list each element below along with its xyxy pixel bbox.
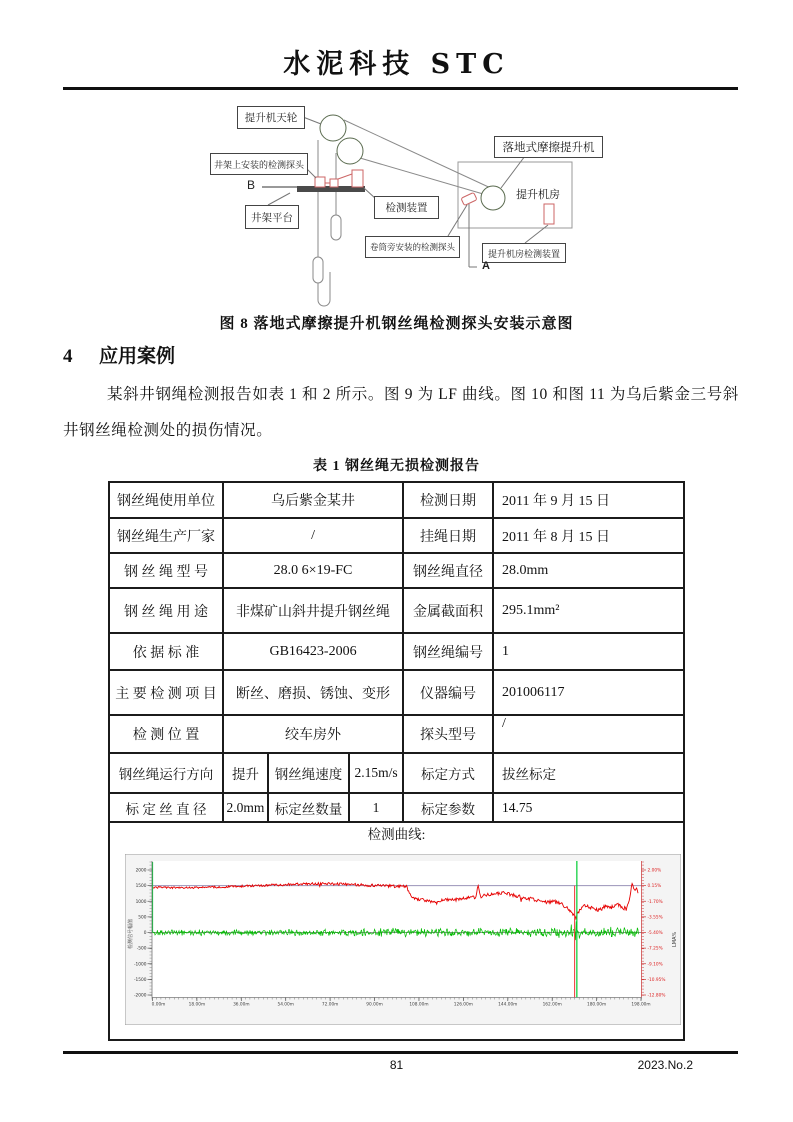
svg-text:126.00m: 126.00m [453,1002,473,1008]
curve-cell [109,822,684,1040]
cell-label: 依 据 标 准 [109,633,223,670]
table-row [109,793,684,822]
svg-text:-9.10%: -9.10% [647,962,663,968]
figure-label-derrick-platform: 井架平台 [245,205,299,229]
figure-label-point-b: B [247,178,256,192]
table-row [109,633,684,670]
table-title: 表 1 钢丝绳无损检测报告 [313,459,480,474]
conveyance-shape [313,257,323,283]
svg-text:180.00m: 180.00m [586,1002,607,1008]
svg-text:-12.80%: -12.80% [647,993,666,999]
cell-label: 金属截面积 [403,588,493,633]
svg-text:500: 500 [138,915,147,921]
svg-text:0: 0 [143,931,147,937]
figure-caption: 图 8 落地式摩擦提升机钢丝绳检测探头安装示意图 [219,316,574,332]
header-rule [63,87,738,90]
cell-value: 295.1mm² [493,588,684,633]
svg-text:-500: -500 [136,946,147,952]
svg-text:144.00m: 144.00m [498,1002,518,1008]
figure-label-room-device: 提升机房检测装置 [482,243,566,263]
table-row [109,822,684,1040]
detection-device-shape [352,170,363,187]
probe-connector [338,174,352,179]
figure-label-detection-device: 检测装置 [374,196,439,219]
table-row [109,753,684,793]
table-row [109,670,684,715]
table-row [109,715,684,753]
cell-label: 检 测 位 置 [109,715,223,753]
svg-text:0.00m: 0.00m [151,1002,166,1008]
head-sheave-circle [337,138,363,164]
svg-text:54.00m: 54.00m [277,1002,294,1008]
svg-text:-1500: -1500 [134,977,147,983]
section-heading [63,341,175,368]
detection-chart [125,854,681,1025]
svg-text:0.15%: 0.15% [647,884,662,890]
cell-label: 钢丝绳运行方向 [109,753,223,793]
cell-value: 2.15m/s [349,753,403,793]
svg-text:-3.55%: -3.55% [647,915,663,921]
svg-text:2000: 2000 [135,868,147,874]
footer-rule [63,1051,738,1054]
table-row [109,553,684,588]
cell-label: 主 要 检 测 项 目 [109,670,223,715]
cell-value: 拔丝标定 [493,753,684,793]
cell-label: 标 定 丝 直 径 [109,793,223,822]
svg-text:198.00m: 198.00m [631,1002,651,1008]
svg-text:108.00m: 108.00m [409,1002,429,1008]
svg-text:36.00m: 36.00m [233,1002,250,1008]
cell-label: 钢 丝 绳 用 途 [109,588,223,633]
cell-label: 标定参数 [403,793,493,822]
cell-value: 28.0mm [493,553,684,588]
cell-value: 14.75 [493,793,684,822]
svg-text:-1.70%: -1.70% [647,899,663,905]
cell-label: 钢 丝 绳 型 号 [109,553,223,588]
svg-text:72.00m: 72.00m [321,1002,339,1008]
body-paragraph: 某斜井钢绳检测报告如表 1 和 2 所示。图 9 为 LF 曲线。图 10 和图 11 为乌后紫金三号斜井钢丝绳检测处的损伤情况。 [63,386,739,439]
cell-value: / [493,715,684,753]
cell-value: 2011 年 9 月 15 日 [493,482,684,518]
inspection-report-table [108,481,685,1041]
svg-text:-7.25%: -7.25% [647,946,663,952]
cell-label: 钢丝绳速度 [268,753,349,793]
cell-value: 乌后紫金某井 [223,482,403,518]
rope-line [344,120,495,190]
figure-label-hoist-room: 提升机房 [516,189,560,201]
svg-text:LMA%: LMA% [672,931,678,947]
leader-line [303,117,321,124]
table-row [109,482,684,518]
table-row [109,588,684,633]
cell-value: / [223,518,403,553]
cell-label: 钢丝绳使用单位 [109,482,223,518]
svg-text:-1000: -1000 [134,962,147,968]
cell-value: 201006117 [493,670,684,715]
svg-text:-5.40%: -5.40% [647,931,663,937]
journal-title: 水泥科技 STC [283,49,510,80]
cell-value: 非煤矿山斜井提升钢丝绳 [223,588,403,633]
svg-text:1500: 1500 [135,884,147,890]
cell-value: 2011 年 8 月 15 日 [493,518,684,553]
cell-value: 2.0mm [223,793,268,822]
cell-label: 检测日期 [403,482,493,518]
svg-text:90.00m: 90.00m [366,1002,383,1008]
svg-text:162.00m: 162.00m [542,1002,562,1008]
cell-label: 钢丝绳编号 [403,633,493,670]
room-device-shape [544,204,554,224]
table-row [109,518,684,553]
figure-label-derrick-probe: 井架上安装的检测探头 [210,153,308,175]
cell-value: 断丝、磨损、锈蚀、变形 [223,670,403,715]
svg-text:-10.95%: -10.95% [647,977,666,983]
figure-label-head-sheave: 提升机天轮 [237,106,305,129]
cell-value: 1 [493,633,684,670]
probe-shape [330,179,338,187]
cell-label: 仪器编号 [403,670,493,715]
figure-label-friction-hoist: 落地式摩擦提升机 [494,136,603,158]
cell-label: 钢丝绳直径 [403,553,493,588]
probe-shape [315,177,325,187]
leader-line [268,193,290,205]
figure-label-point-a: A [482,260,490,272]
drum-circle [481,186,505,210]
page-number: 81 [389,1058,404,1072]
svg-text:-2000: -2000 [134,993,147,999]
issue-label: 2023.No.2 [637,1058,693,1072]
cell-value: 提升 [223,753,268,793]
svg-text:2.00%: 2.00% [647,868,662,874]
cell-value: 绞车房外 [223,715,403,753]
cell-value: 1 [349,793,403,822]
cell-value: 28.0 6×19-FC [223,553,403,588]
cell-label: 探头型号 [403,715,493,753]
section-number: 4 [63,346,73,367]
cell-label: 标定丝数量 [268,793,349,822]
svg-text:1000: 1000 [135,899,147,905]
cell-value: GB16423-2006 [223,633,403,670]
head-sheave-circle [320,115,346,141]
cell-label: 钢丝绳生产厂家 [109,518,223,553]
figure-label-drum-probe: 卷筒旁安装的检测探头 [365,236,460,258]
section-title: 应用案例 [99,346,176,367]
curve-label: 检测曲线: [367,827,426,842]
conveyance-shape [331,215,341,240]
svg-text:检测信号幅值: 检测信号幅值 [128,918,134,949]
cell-label: 标定方式 [403,753,493,793]
svg-text:18.00m: 18.00m [188,1002,206,1008]
cell-label: 挂绳日期 [403,518,493,553]
